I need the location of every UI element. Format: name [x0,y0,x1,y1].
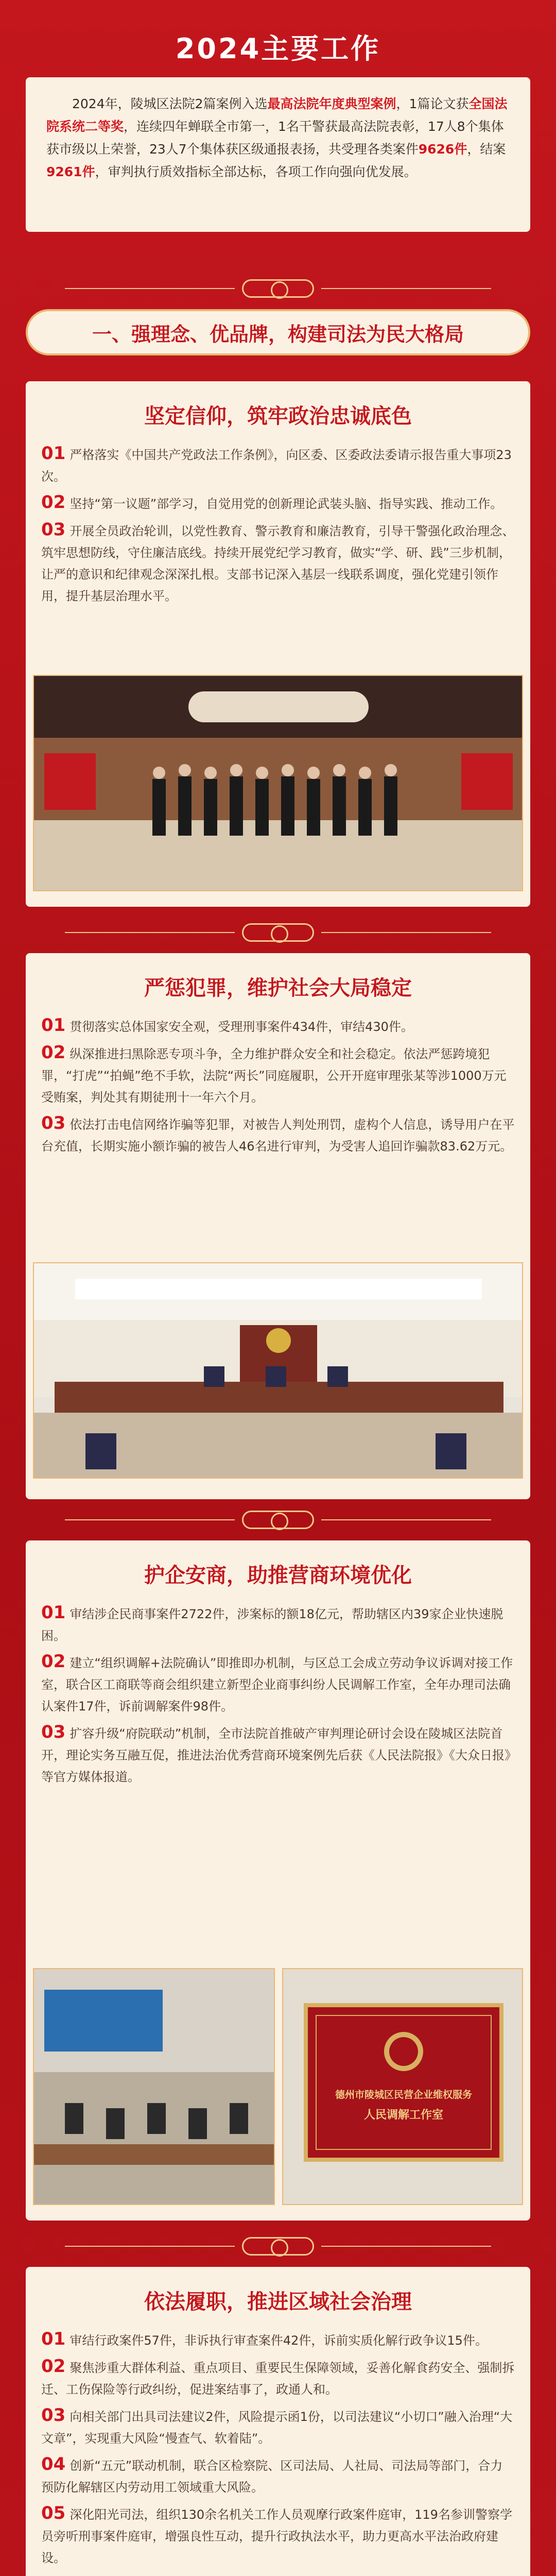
ornament-divider [0,1510,556,1530]
list-item: 02 坚持“第一议题”部学习，自觉用党的创新理论武装头脑、指导实践、推动工作。 [41,492,503,513]
ornament-knot-icon [242,923,314,942]
ornament-divider [0,278,556,299]
intro-highlight-h: 9261件 [46,164,95,179]
card-title: 坚定信仰，筑牢政治忠诚底色 [144,404,412,428]
list-item: 01 严格落实《中国共产党政法工作条例》，向区委、区委政法委请示报告重大事项23次。 [41,443,512,484]
intro-text-i: ，审判执行质效指标全部达标，各项工作向强向优发展。 [95,164,417,179]
list-item: 03 依法打击电信网络诈骗等犯罪，对被告人判处刑罚，虚构个人信息，诱导用户在平台充值，长期实施小额诈骗的被告人46名进行审判，为受害人追回诈骗款83.62万元。 [41,1113,515,1154]
ornament-knot-icon [242,279,314,298]
plaque-line2: 人民调解工作室 [363,2109,444,2122]
list-item: 03 扩容升级“府院联动”机制，全市法院首推破产审判理论研讨会设在陵城区法院首开，理论实务互融互促，推进法治优秀营商环境案例先后获《人民法院报》《大众日报》等官方媒体报道。 [41,1722,511,1784]
ornament-divider [0,2236,556,2257]
intro-highlight-b: 最高法院年度典型案例 [267,96,396,111]
list-item: 01 贯彻落实总体国家安全观，受理刑事案件434件，审结430件。 [41,1015,413,1036]
list-item: 03 开展全员政治轮训，以党性教育、警示教育和廉洁教育，引导干警强化政治理念、筑牢思想防线，守住廉洁底线。持续开展党纪学习教育，做实“学、研、践”三步机制，让严的意识和纪律观念深深扎根。支部书记深入基层一线联系调度，强化党建引领作用，提升基层治理水平。 [41,519,515,603]
intro-text-a: 2024年，陵城区法院2篇案例入选 [72,96,268,111]
ornament-divider [0,922,556,943]
intro-text-g: ，结案 [467,142,506,157]
list-item: 01 审结涉企民商事案件2722件，涉案标的额18亿元，帮助辖区内39家企业快速脱困。 [41,1602,503,1643]
list-item: 04 创新“五元”联动机制，联合区检察院、区司法局、人社局、司法局等部门，合力预防化解辖区内劳动用工领域重大风险。 [41,2454,503,2495]
list-item: 02 纵深推进扫黑除恶专项斗争，全力维护群众安全和社会稳定。依法严惩跨境犯罪，“打虎”“拍蝇”绝不手软，法院“两长”同庭履职，公开开庭审理张某等涉1000万元受贿案，判处其有期徒刑十一年六个月。 [41,1042,507,1105]
intro-text-c: ，1篇论文获 [396,96,469,111]
list-item: 01 审结行政案件57件，非诉执行审查案件42件，诉前实质化解行政争议15件。 [41,2329,488,2349]
intro-summary [26,77,530,232]
mediation-plaque-photo [282,1968,523,2205]
list-item: 02 建立“组织调解+法院确认”即推即办机制，与区总工会成立劳动争议诉调对接工作室，联合区工商联等商会组织建立新型企业商事纠纷人民调解工作室，全年办理司法确认案件17件，诉前调解案件98件。 [41,1651,513,1714]
intro-text-e: ，连续四年蝉联全市第一，1名干警获最高法院表彰，17人8个集体获市级以上荣誉，23人7个集体获区级通报表扬，共受理各类案件 [46,119,504,157]
intro-highlight-f: 9626件 [418,142,467,157]
intro-highlight-d: 全国法院系统二等奖 [46,96,508,134]
ornament-knot-icon [242,2237,314,2256]
page-title: 2024主要工作 [175,32,381,65]
seminar-room-photo [33,1968,275,2205]
list-item: 02 聚焦涉重大群体利益、重点项目、重要民生保障领域，妥善化解食药安全、强制拆迁、工伤保险等行政纠纷，促进案结事了，政通人和。 [41,2356,515,2397]
plaque-line1: 德州市陵城区民营企业维权服务 [335,2089,473,2100]
courtroom-photo [33,1262,523,1479]
list-item: 03 向相关部门出具司法建议2件，风险提示函1份，以司法建议“小切口”融入治理“大文章”，实现重大风险“慢查气、软着陆”。 [41,2405,513,2446]
section-banner: 一、强理念、优品牌，构建司法为民大格局 [26,309,530,355]
ornament-knot-icon [242,1511,314,1529]
meeting-hall-photo [33,675,523,891]
list-item: 05 深化阳光司法，组织130余名机关工作人员观摩行政案件庭审，119名参训警察学员旁听刑事案件庭审，增强良性互动，提升行政执法水平，助力更高水平法治政府建设。 [41,2503,512,2565]
card-title: 依法履职，推进区域社会治理 [144,2290,412,2314]
card-social-governance [26,2267,530,2576]
card-title: 护企安商，助推营商环境优化 [144,1564,412,1587]
card-title: 严惩犯罪，维护社会大局稳定 [144,976,412,1000]
